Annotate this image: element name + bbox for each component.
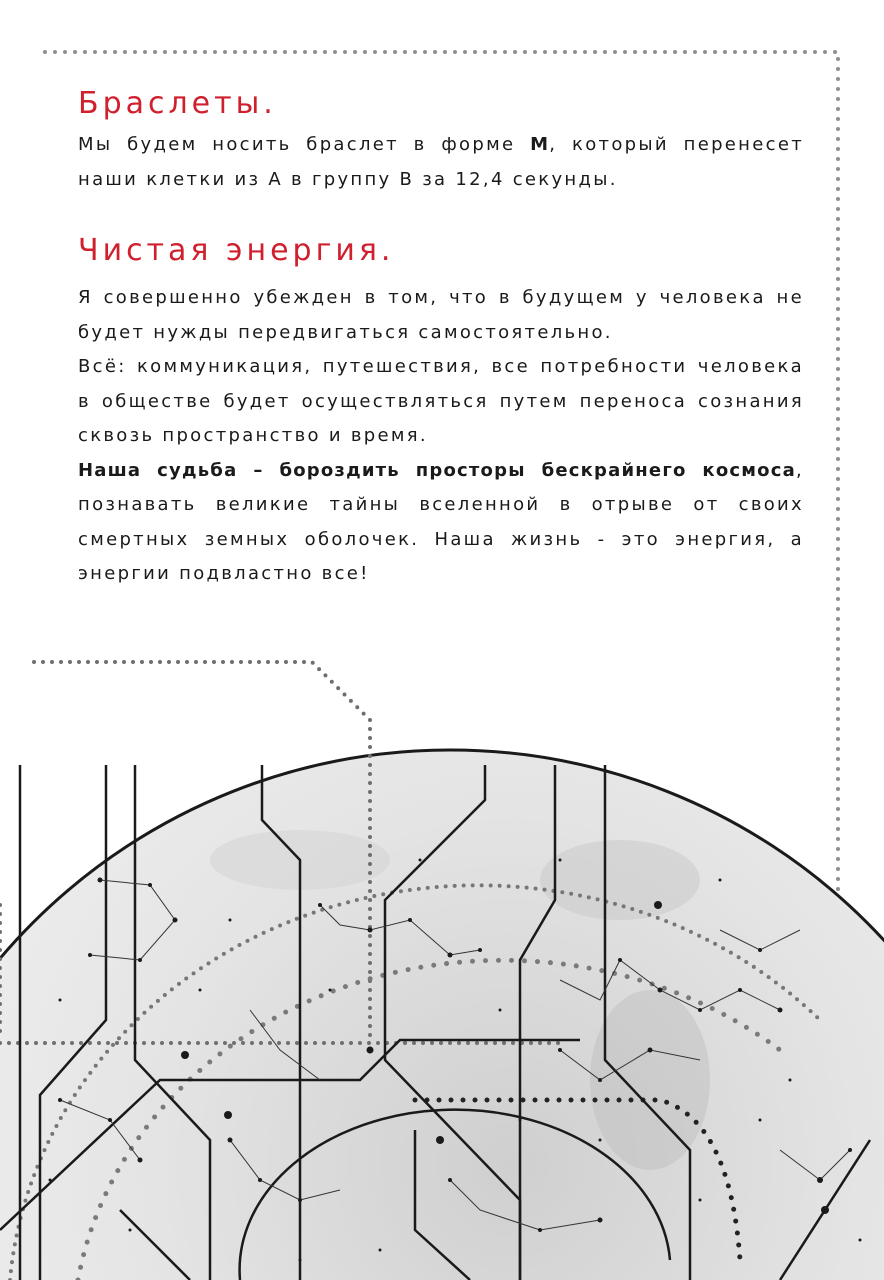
energy-paragraph-1: Я совершенно убежден в том, что в будущем у человека не будет нужды передвигаться самостоятельно. xyxy=(78,287,804,343)
star-map-illustration xyxy=(0,640,884,1280)
text-content xyxy=(78,86,804,592)
energy-paragraph-3 xyxy=(78,454,804,592)
heading-clean-energy: Чистая энергия. xyxy=(78,233,395,268)
bracelets-paragraph xyxy=(78,128,804,197)
bracelets-text-end: , который перенесет наши клетки из А в группу В за 12,4 секунды. xyxy=(78,134,804,190)
bracelets-text-bold: М xyxy=(530,134,550,155)
globe-circle xyxy=(0,750,884,1280)
energy-paragraph-3-rest: , познавать великие тайны вселенной в отрыве от своих смертных земных оболочек. Наша жизнь - это энергия, а энергии подвластно все! xyxy=(78,459,804,584)
heading-bracelets: Браслеты. xyxy=(78,86,277,121)
energy-paragraph-2: Всё: коммуникация, путешествия, все потребности человека в обществе будет осуществляться путем переноса сознания сквозь пространство и время. xyxy=(78,356,804,446)
bracelets-text-start: Мы будем носить браслет в форме xyxy=(78,134,531,155)
energy-bold-statement: Наша судьба – бороздить просторы бескрайнего космоса xyxy=(78,459,796,481)
section-clean-energy xyxy=(78,233,804,592)
